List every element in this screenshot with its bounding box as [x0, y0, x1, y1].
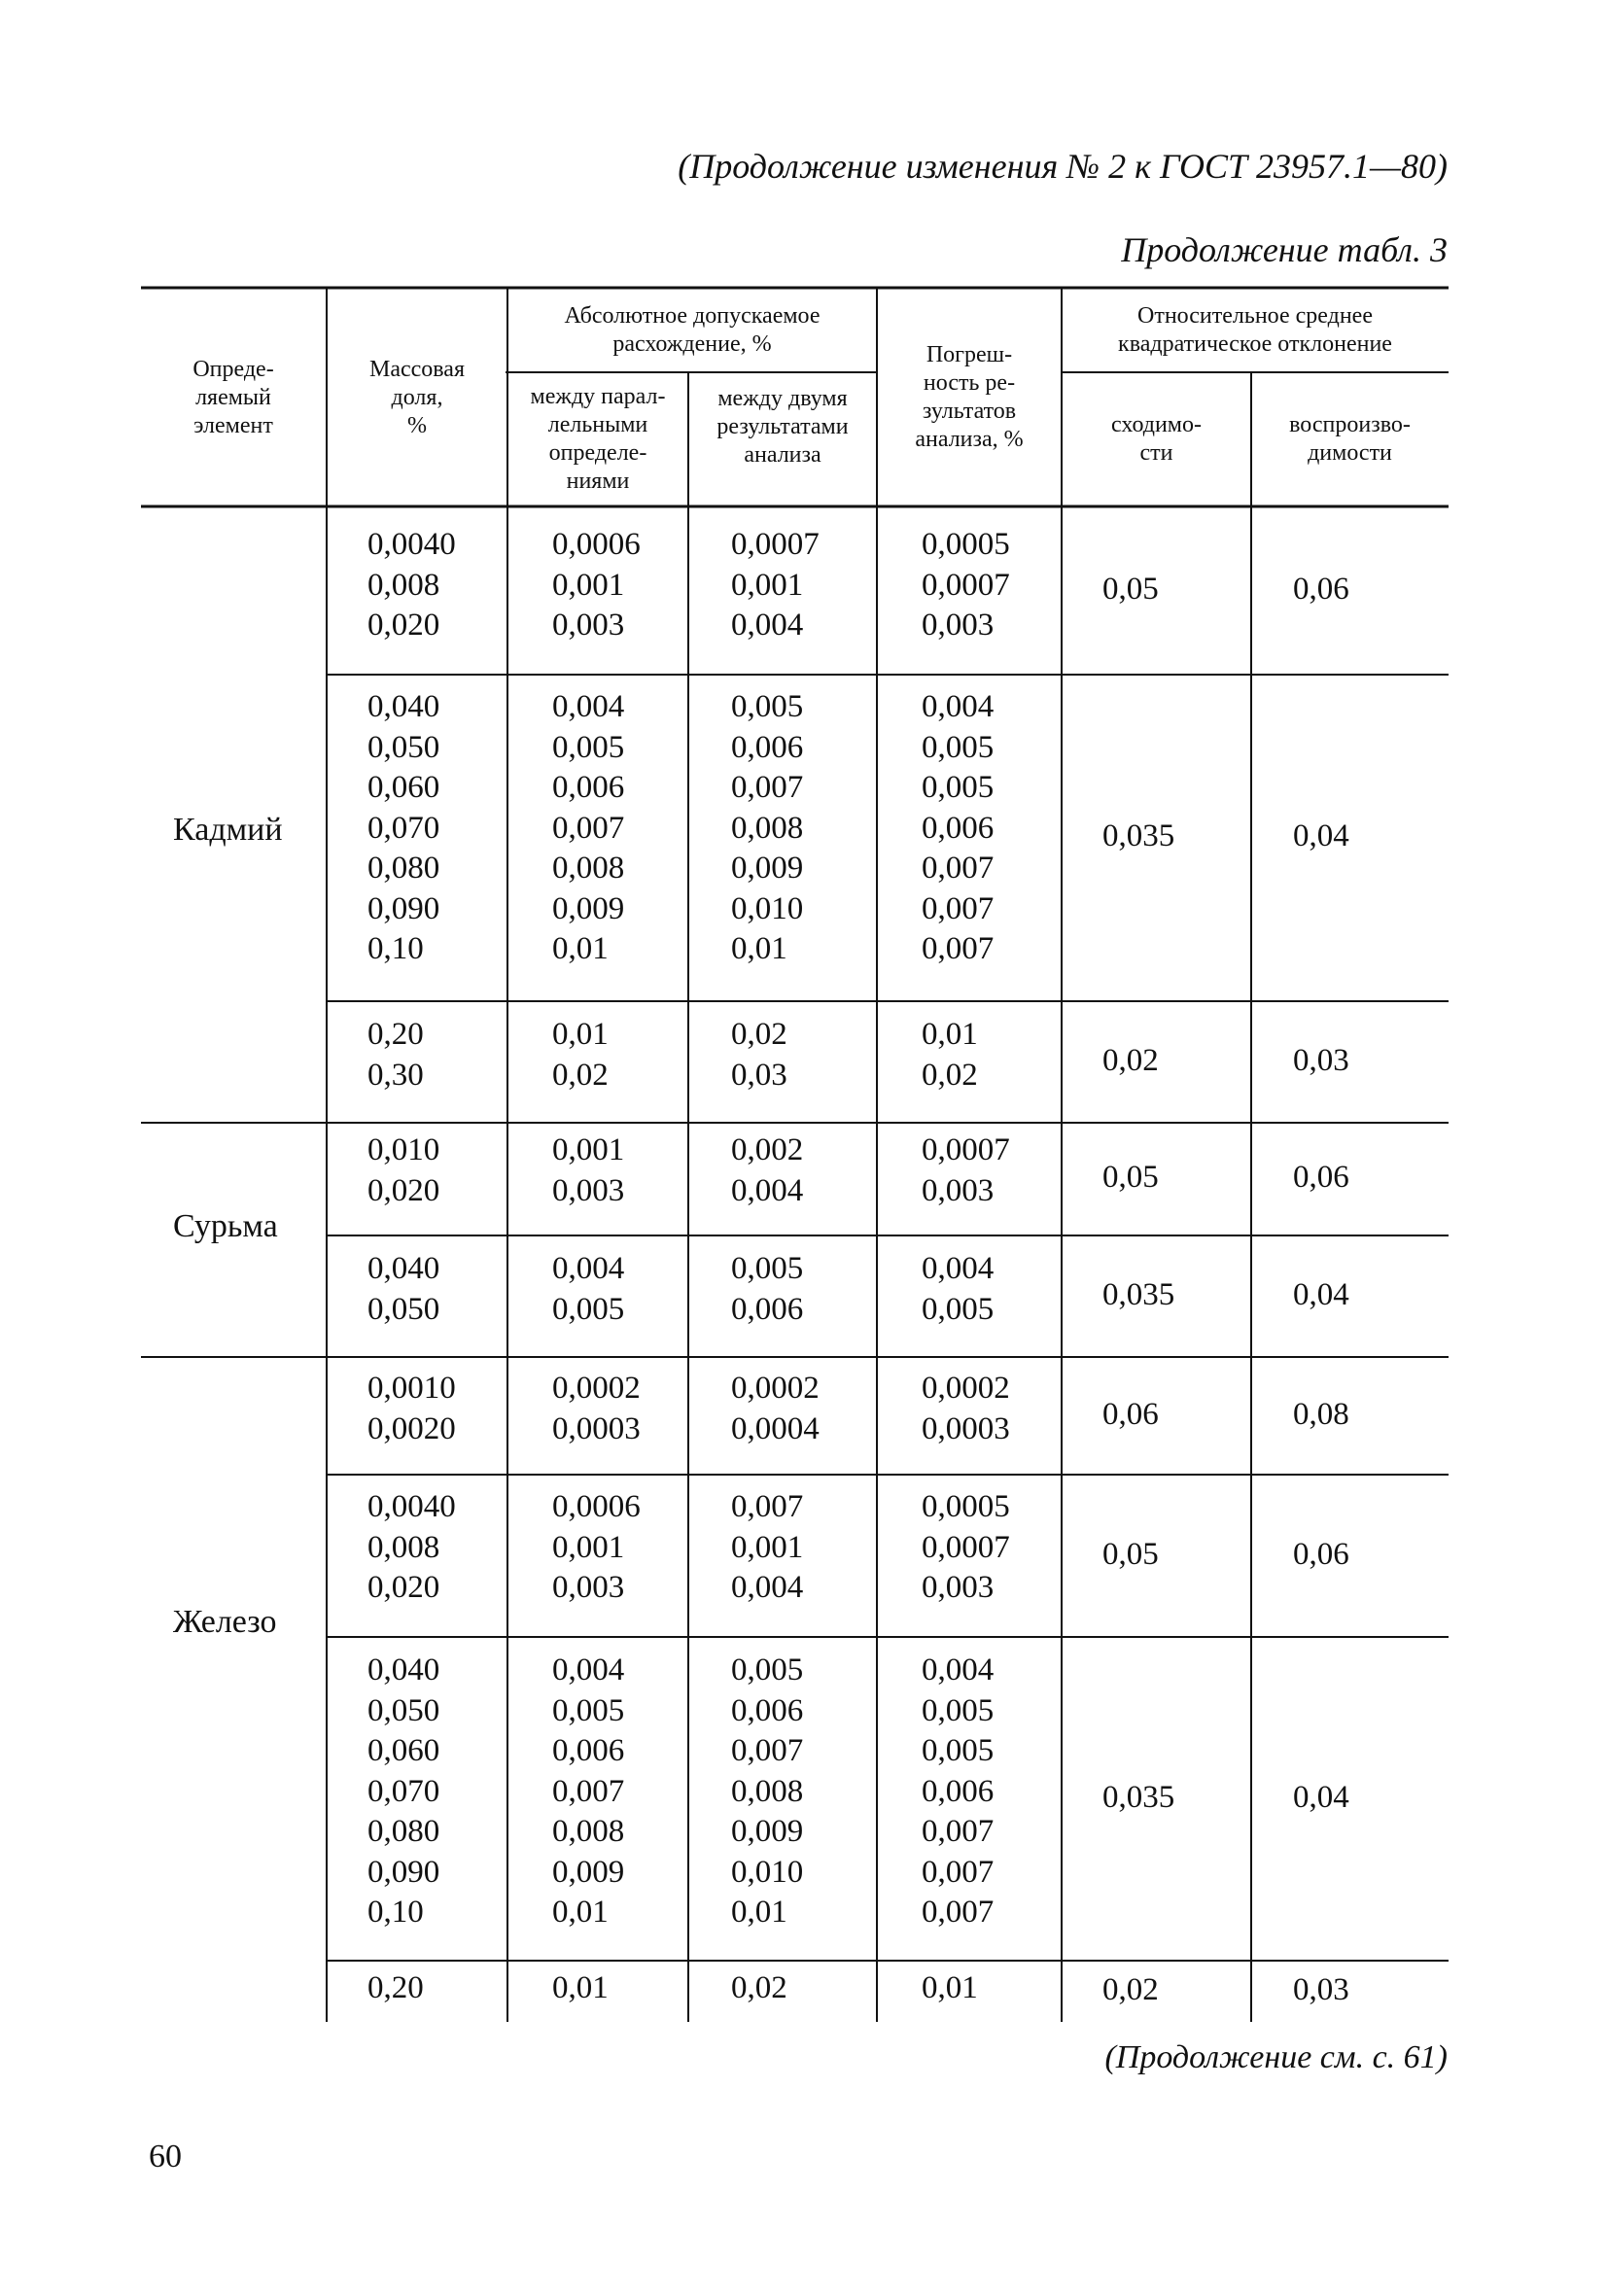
cell-two: 0,009 — [731, 851, 804, 886]
cell-error: 0,0007 — [922, 567, 1010, 603]
cell-parallel: 0,005 — [552, 729, 625, 765]
cell-error: 0,0002 — [922, 1371, 1010, 1406]
cell-convergence: 0,05 — [1102, 571, 1159, 607]
cell-error: 0,004 — [922, 1251, 995, 1286]
cell-convergence: 0,035 — [1102, 1779, 1175, 1815]
cell-parallel: 0,0006 — [552, 1489, 641, 1524]
cell-two: 0,004 — [731, 1570, 804, 1605]
cell-mass: 0,30 — [367, 1057, 424, 1093]
cell-convergence: 0,02 — [1102, 1971, 1159, 2007]
cell-parallel: 0,009 — [552, 1854, 625, 1890]
cell-mass: 0,0010 — [367, 1371, 456, 1406]
column-header-two-results: между двумя результатами анализа — [716, 385, 849, 468]
cell-error: 0,005 — [922, 1291, 995, 1327]
cell-parallel: 0,003 — [552, 1570, 625, 1605]
cell-mass: 0,090 — [367, 1854, 440, 1890]
cell-convergence: 0,035 — [1102, 818, 1175, 853]
cell-two: 0,01 — [731, 1895, 787, 1930]
cell-error: 0,007 — [922, 1814, 995, 1849]
cell-mass: 0,040 — [367, 1652, 440, 1687]
cell-mass: 0,050 — [367, 1291, 440, 1327]
cell-two: 0,0002 — [731, 1371, 820, 1406]
cell-mass: 0,090 — [367, 890, 440, 926]
cell-mass: 0,0040 — [367, 527, 456, 562]
element-name: Кадмий — [173, 812, 283, 848]
element-name: Сурьма — [173, 1208, 278, 1244]
cell-error: 0,0007 — [922, 1529, 1010, 1565]
cell-two: 0,005 — [731, 1251, 804, 1286]
cell-mass: 0,070 — [367, 1773, 440, 1809]
cell-convergence: 0,02 — [1102, 1042, 1159, 1078]
cell-parallel: 0,01 — [552, 1970, 609, 2005]
cell-parallel: 0,0006 — [552, 527, 641, 562]
cell-reproducibility: 0,06 — [1293, 1160, 1349, 1195]
cell-mass: 0,008 — [367, 1529, 440, 1565]
cell-error: 0,003 — [922, 608, 995, 643]
cell-mass: 0,20 — [367, 1017, 424, 1052]
cell-parallel: 0,009 — [552, 890, 625, 926]
cell-mass: 0,20 — [367, 1970, 424, 2005]
cell-two: 0,03 — [731, 1057, 787, 1093]
column-header-mass-fraction: Массовая доля, % — [368, 356, 465, 438]
cell-two: 0,02 — [731, 1017, 787, 1052]
cell-error: 0,007 — [922, 890, 995, 926]
cell-convergence: 0,05 — [1102, 1160, 1159, 1195]
cell-error: 0,003 — [922, 1172, 995, 1208]
cell-parallel: 0,0002 — [552, 1371, 641, 1406]
cell-mass: 0,040 — [367, 1251, 440, 1286]
cell-error: 0,0005 — [922, 1489, 1010, 1524]
cell-mass: 0,0020 — [367, 1410, 456, 1446]
cell-parallel: 0,01 — [552, 1895, 609, 1930]
cell-parallel: 0,01 — [552, 931, 609, 966]
cell-convergence: 0,035 — [1102, 1276, 1175, 1312]
cell-two: 0,008 — [731, 1773, 804, 1809]
cell-error: 0,0003 — [922, 1410, 1010, 1446]
cell-parallel: 0,004 — [552, 1652, 625, 1687]
cell-mass: 0,008 — [367, 567, 440, 603]
cell-two: 0,009 — [731, 1814, 804, 1849]
cell-parallel: 0,008 — [552, 1814, 625, 1849]
cell-mass: 0,080 — [367, 1814, 440, 1849]
cell-reproducibility: 0,03 — [1293, 1971, 1349, 2007]
cell-error: 0,02 — [922, 1057, 978, 1093]
cell-reproducibility: 0,06 — [1293, 571, 1349, 607]
cell-error: 0,004 — [922, 689, 995, 724]
cell-parallel: 0,006 — [552, 1733, 625, 1768]
cell-reproducibility: 0,03 — [1293, 1042, 1349, 1078]
page-number: 60 — [149, 2139, 182, 2174]
cell-mass: 0,020 — [367, 1172, 440, 1208]
cell-two: 0,001 — [731, 567, 804, 603]
cell-two: 0,007 — [731, 1733, 804, 1768]
cell-error: 0,006 — [922, 810, 995, 846]
cell-mass: 0,070 — [367, 810, 440, 846]
cell-mass: 0,060 — [367, 770, 440, 805]
cell-error: 0,003 — [922, 1570, 995, 1605]
cell-mass: 0,050 — [367, 1692, 440, 1728]
cell-two: 0,002 — [731, 1132, 804, 1167]
cell-mass: 0,080 — [367, 851, 440, 886]
cell-reproducibility: 0,08 — [1293, 1396, 1349, 1432]
cell-parallel: 0,004 — [552, 1251, 625, 1286]
cell-parallel: 0,008 — [552, 851, 625, 886]
cell-two: 0,010 — [731, 1854, 804, 1890]
cell-two: 0,0007 — [731, 527, 820, 562]
column-header-error: Погреш- ность ре- зультатов анализа, % — [915, 342, 1024, 452]
cell-parallel: 0,001 — [552, 567, 625, 603]
cell-two: 0,001 — [731, 1529, 804, 1565]
cell-error: 0,007 — [922, 931, 995, 966]
cell-two: 0,007 — [731, 1489, 804, 1524]
cell-mass: 0,020 — [367, 1570, 440, 1605]
cell-error: 0,004 — [922, 1652, 995, 1687]
cell-mass: 0,10 — [367, 931, 424, 966]
cell-convergence: 0,05 — [1102, 1536, 1159, 1572]
table-continuation-label: Продолжение табл. 3 — [1121, 230, 1448, 269]
column-header-relative-group: Относительное среднее квадратическое отклонение — [1118, 303, 1392, 357]
cell-parallel: 0,02 — [552, 1057, 609, 1093]
cell-mass: 0,0040 — [367, 1489, 456, 1524]
cell-error: 0,007 — [922, 1895, 995, 1930]
cell-error: 0,005 — [922, 770, 995, 805]
cell-error: 0,007 — [922, 851, 995, 886]
cell-parallel: 0,003 — [552, 608, 625, 643]
cell-parallel: 0,0003 — [552, 1410, 641, 1446]
cell-two: 0,006 — [731, 1291, 804, 1327]
cell-two: 0,007 — [731, 770, 804, 805]
cell-error: 0,01 — [922, 1970, 978, 2005]
cell-two: 0,02 — [731, 1970, 787, 2005]
cell-error: 0,006 — [922, 1773, 995, 1809]
cell-reproducibility: 0,04 — [1293, 1779, 1349, 1815]
cell-error: 0,007 — [922, 1854, 995, 1890]
cell-parallel: 0,007 — [552, 810, 625, 846]
cell-two: 0,004 — [731, 608, 804, 643]
cell-two: 0,006 — [731, 729, 804, 765]
cell-mass: 0,010 — [367, 1132, 440, 1167]
cell-two: 0,005 — [731, 1652, 804, 1687]
column-header-convergence: сходимо- сти — [1111, 412, 1202, 466]
cell-two: 0,008 — [731, 810, 804, 846]
cell-parallel: 0,005 — [552, 1291, 625, 1327]
cell-two: 0,005 — [731, 689, 804, 724]
cell-parallel: 0,005 — [552, 1692, 625, 1728]
document-continuation-header: (Продолжение изменения № 2 к ГОСТ 23957.1—80) — [678, 147, 1448, 186]
cell-convergence: 0,06 — [1102, 1396, 1159, 1432]
column-header-absolute-group: Абсолютное допускаемое расхождение, % — [564, 303, 821, 357]
cell-two: 0,010 — [731, 890, 804, 926]
cell-reproducibility: 0,06 — [1293, 1536, 1349, 1572]
cell-error: 0,0005 — [922, 527, 1010, 562]
cell-reproducibility: 0,04 — [1293, 1276, 1349, 1312]
cell-mass: 0,060 — [367, 1733, 440, 1768]
cell-reproducibility: 0,04 — [1293, 818, 1349, 853]
cell-error: 0,005 — [922, 1692, 995, 1728]
cell-error: 0,005 — [922, 729, 995, 765]
cell-parallel: 0,004 — [552, 689, 625, 724]
column-header-parallel: между парал- лельными определе- ниями — [530, 384, 666, 494]
cell-parallel: 0,001 — [552, 1132, 625, 1167]
cell-parallel: 0,007 — [552, 1773, 625, 1809]
cell-parallel: 0,006 — [552, 770, 625, 805]
cell-error: 0,0007 — [922, 1132, 1010, 1167]
cell-parallel: 0,003 — [552, 1172, 625, 1208]
footer-continuation-note: (Продолжение см. с. 61) — [1104, 2039, 1448, 2075]
cell-two: 0,0004 — [731, 1410, 820, 1446]
cell-mass: 0,10 — [367, 1895, 424, 1930]
cell-mass: 0,050 — [367, 729, 440, 765]
cell-mass: 0,020 — [367, 608, 440, 643]
cell-parallel: 0,01 — [552, 1017, 609, 1052]
cell-mass: 0,040 — [367, 689, 440, 724]
column-header-element: Опреде- ляемый элемент — [192, 356, 274, 438]
column-header-reproducibility: воспроизво- димости — [1289, 412, 1411, 466]
element-name: Железо — [173, 1604, 277, 1640]
cell-error: 0,005 — [922, 1733, 995, 1768]
cell-error: 0,01 — [922, 1017, 978, 1052]
cell-two: 0,004 — [731, 1172, 804, 1208]
cell-two: 0,01 — [731, 931, 787, 966]
cell-parallel: 0,001 — [552, 1529, 625, 1565]
cell-two: 0,006 — [731, 1692, 804, 1728]
